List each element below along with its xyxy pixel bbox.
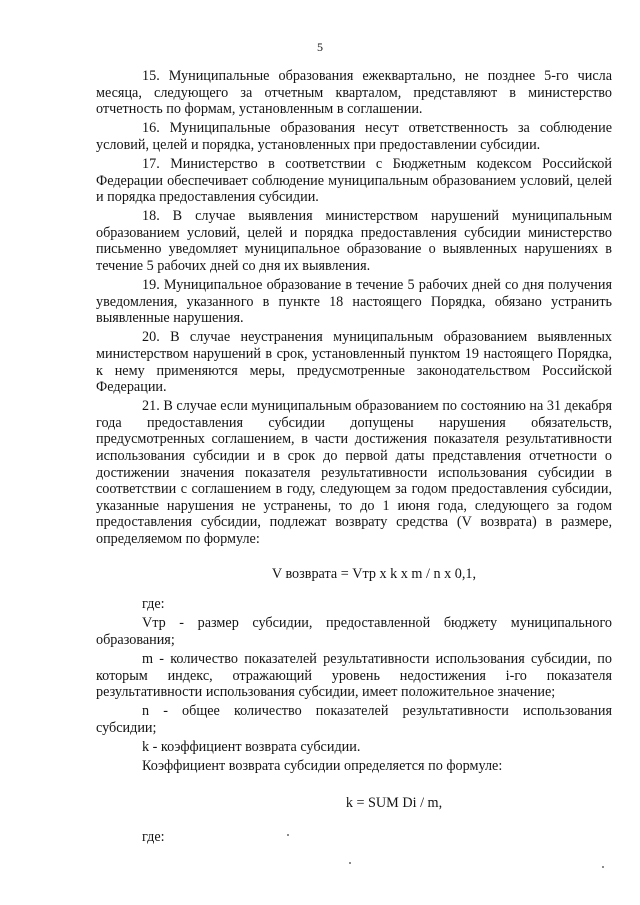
definition-m: m - количество показателей результативности использования субсидии, по которым индекс, отражающий уровень недостижения i-го показателя результативности использования субсидии, имеет положительное значение; xyxy=(96,651,612,701)
scan-speck xyxy=(602,866,604,868)
where-label-1: где: xyxy=(142,596,165,613)
scan-speck xyxy=(349,862,351,864)
definition-n: n - общее количество показателей результативности использования субсидии; xyxy=(96,703,612,736)
paragraph-17: 17. Министерство в соответствии с Бюджетным кодексом Российской Федерации обеспечивает соблюдение муниципальным образованием условий, целей и порядка предоставления субсидии. xyxy=(96,155,612,206)
where-label-2: где: xyxy=(142,829,165,846)
paragraph-20: 20. В случае неустранения муниципальным образованием выявленных министерством нарушений в срок, установленный пунктом 19 настоящего Порядка, к нему применяются меры, предусмотренные законодательством Российской Федерации. xyxy=(96,329,612,396)
formula-v-return: V возврата = Vтр x k x m / n x 0,1, xyxy=(271,565,477,582)
paragraph-18: 18. В случае выявления министерством нарушений муниципальным образованием условий, целей и порядка предоставления субсидии министерство письменно уведомляет муниципальное образование о выявленных нарушениях в течение 5 рабочих дней со дня их выявления. xyxy=(96,208,612,275)
paragraph-16: 16. Муниципальные образования несут ответственность за соблюдение условий, целей и порядка, установленных при предоставлении субсидии. xyxy=(96,120,612,153)
paragraph-15: 15. Муниципальные образования ежеквартально, не позднее 5-го числа месяца, следующего за отчетным кварталом, представляют в министерство отчетность по формам, установленным в соглашении. xyxy=(96,68,612,118)
page-number: 5 xyxy=(317,40,323,54)
scan-speck xyxy=(287,834,289,836)
document-body xyxy=(96,68,612,848)
definition-k: k - коэффициент возврата субсидии. xyxy=(142,738,361,755)
coefficient-intro: Коэффициент возврата субсидии определяется по формуле: xyxy=(142,758,503,775)
definition-vtr: Vтр - размер субсидии, предоставленной бюджету муниципального образования; xyxy=(96,615,612,648)
formula-k: k = SUM Di / m, xyxy=(345,794,443,811)
paragraph-21: 21. В случае если муниципальным образованием по состоянию на 31 декабря года предоставления субсидии допущены нарушения обязательств, предусмотренных соглашением, в части достижения показателя результативности использования субсидии и в срок до первой даты представления отчетности о достижении значения показателя результативности использования субсидии в соответствии с соглашением в году, следующем за годом предоставления субсидии, указанные нарушения не устранены, то до 1 июня года, следующего за годом предоставления субсидии, подлежат возврату средства (V возврата) в размере, определяемом по формуле: xyxy=(96,398,612,548)
paragraph-19: 19. Муниципальное образование в течение 5 рабочих дней со дня получения уведомления, указанного в пункте 18 настоящего Порядка, обязано устранить выявленные нарушения. xyxy=(96,277,612,327)
